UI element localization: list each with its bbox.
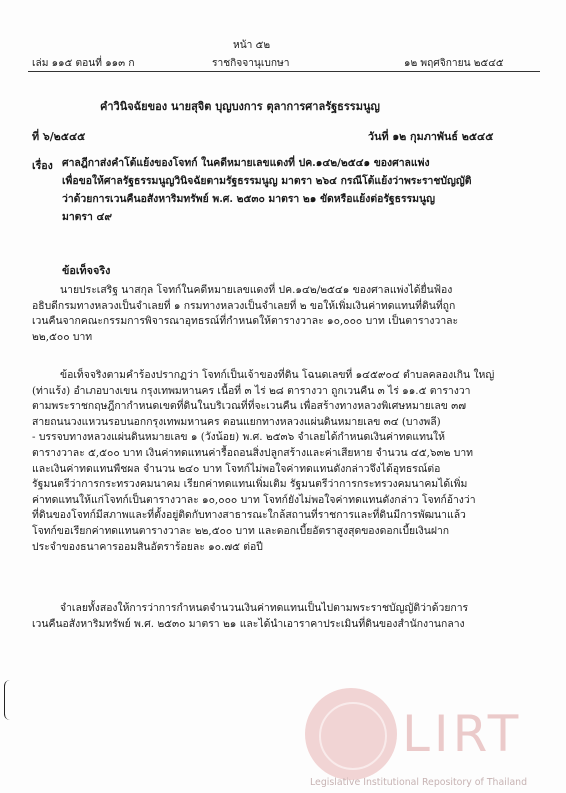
facts-paragraph-1	[32, 283, 534, 345]
paragraph-line: ประจำของธนาคารออมสินอัตราร้อยละ ๑๐.๗๕ ต่อปี	[32, 540, 263, 553]
header-divider	[28, 71, 540, 72]
subject-line: ว่าด้วยการเวนคืนอสังหาริมทรัพย์ พ.ศ. ๒๕๓๐ มาตรา ๒๑ ขัดหรือแย้งต่อรัฐธรรมนูญ	[62, 193, 435, 205]
watermark-caption: Legislative Institutional Repository of Thailand	[310, 777, 528, 788]
gazette-name: ราชกิจจานุเบกษา	[212, 58, 290, 69]
paragraph-line: อธิบดีกรมทางหลวงเป็นจำเลยที่ ๑ กรมทางหลวงเป็นจำเลยที่ ๒ ขอให้เพิ่มเงินค่าทดแทนที่ดินที่ถูก	[32, 299, 456, 312]
paragraph-line: นายประเสริฐ นาสกุล โจทก์ในคดีหมายเลขแดงที่ ปค.๑๔๒/๒๕๔๑ ของศาลแพ่งได้ยื่นฟ้อง	[60, 284, 453, 296]
case-number: ที่ ๖/๒๕๔๕	[32, 130, 86, 143]
subject-line: มาตรา ๔๙	[62, 211, 112, 223]
volume-issue: เล่ม ๑๑๕ ตอนที่ ๑๑๓ ก	[32, 58, 135, 69]
paragraph-line: ตามพระราชกฤษฎีกากำหนดเขตที่ดินในบริเวณที่ที่จะเวนคืน เพื่อสร้างทางหลวงพิเศษหมายเลข ๓๗	[32, 400, 467, 413]
facts-paragraph-3	[32, 601, 534, 632]
scan-margin-mark	[4, 680, 11, 720]
paragraph-line: สายถนนวงแหวนรอบนอกกรุงเทพมหานคร ตอนแยกทางหลวงแผ่นดินหมายเลข ๓๔ (บางพลี)	[32, 415, 441, 428]
paragraph-line: โจทก์ขอเรียกค่าทดแทนตารางวาละ ๒๒,๕๐๐ บาท และดอกเบี้ยอัตราสูงสุดของดอกเบี้ยเงินฝาก	[32, 524, 450, 537]
page-number: หน้า ๕๒	[233, 40, 271, 51]
paragraph-line: - บรรจบทางหลวงแผ่นดินหมายเลข ๑ (วังน้อย) พ.ศ. ๒๕๓๖ จำเลยได้กำหนดเงินค่าทดแทนให้	[32, 431, 445, 444]
subject-line: ศาลฎีกาส่งคำโต้แย้งของโจทก์ ในคดีหมายเลขแดงที่ ปค.๑๔๒/๒๕๔๑ ของศาลแพ่ง	[62, 157, 430, 169]
paragraph-line: และเงินค่าทดแทนพืชผล จำนวน ๒๔๐ บาท โจทก์ไม่พอใจค่าทดแทนดังกล่าวจึงได้อุทธรณ์ต่อ	[32, 462, 441, 475]
case-date: วันที่ ๑๒ กุมภาพันธ์ ๒๕๔๕	[368, 130, 494, 143]
paragraph-line: รัฐมนตรีว่าการกระทรวงคมนาคม เรียกค่าทดแทนเพิ่มเติม รัฐมนตรีว่าการกระทรวงคมนาคมได้เพิ่ม	[32, 478, 468, 491]
facts-heading: ข้อเท็จจริง	[62, 264, 111, 277]
paragraph-line: ๒๒,๕๐๐ บาท	[32, 330, 93, 343]
paragraph-line: จำเลยทั้งสองให้การว่าการกำหนดจำนวนเงินค่าทดแทนเป็นไปตามพระราชบัญญัติว่าด้วยการ	[60, 602, 469, 614]
gazette-date: ๑๒ พฤศจิกายน ๒๕๔๕	[404, 58, 504, 69]
subject-line: เพื่อขอให้ศาลรัฐธรรมนูญวินิจฉัยตามรัฐธรรมนูญ มาตรา ๒๖๔ กรณีโต้แย้งว่าพระราชบัญญัติ	[62, 175, 472, 187]
paragraph-line: ตารางวาละ ๕,๕๐๐ บาท เงินค่าทดแทนค่ารื้อถอนสิ่งปลูกสร้างและค่าเสียหาย จำนวน ๔๕,๖๓๒ บาท	[32, 446, 474, 459]
lirt-logo: LIRT	[402, 705, 523, 763]
paragraph-line: เวนคืนอสังหาริมทรัพย์ พ.ศ. ๒๕๓๐ มาตรา ๒๑ และได้นำเอาราคาประเมินที่ดินของสำนักงานกลาง	[32, 617, 465, 630]
subject-label: เรื่อง	[32, 160, 53, 172]
paragraph-line: ที่ดินของโจทก์มีสภาพและที่ตั้งอยู่ติดกับทางสาธารณะใกล้สถานที่ราชการและที่ดินมีการพัฒนาแล้ว	[32, 509, 466, 522]
paragraph-line: ข้อเท็จจริงตามคำร้องปรากฏว่า โจทก์เป็นเจ้าของที่ดิน โฉนดเลขที่ ๑๔๕๙๐๔ ตำบลคลองเกิน ใหญ่	[60, 369, 495, 381]
paragraph-line: ค่าทดแทนให้แก่โจทก์เป็นตารางวาละ ๑๐,๐๐๐ บาท โจทก์ยังไม่พอใจค่าทดแทนดังกล่าว โจทก์อ้างว่า	[32, 493, 476, 506]
garuda-seal-icon	[305, 688, 397, 780]
facts-paragraph-2	[32, 368, 534, 555]
paragraph-line: (ท่าแร้ง) อำเภอบางเขน กรุงเทพมหานคร เนื้อที่ ๓ ไร่ ๒๘ ตารางวา ถูกเวนคืน ๓ ไร่ ๑๑.๕ ตารางวา	[32, 384, 471, 397]
paragraph-line: เวนคืนจากคณะกรรมการพิจารณาอุทธรณ์ที่กำหนดให้ตารางวาละ ๑๐,๐๐๐ บาท เป็นตารางวาละ	[32, 315, 459, 328]
document-title: คำวินิจฉัยของ นายสุจิต บุญบงการ ตุลาการศาลรัฐธรรมนูญ	[100, 100, 380, 113]
